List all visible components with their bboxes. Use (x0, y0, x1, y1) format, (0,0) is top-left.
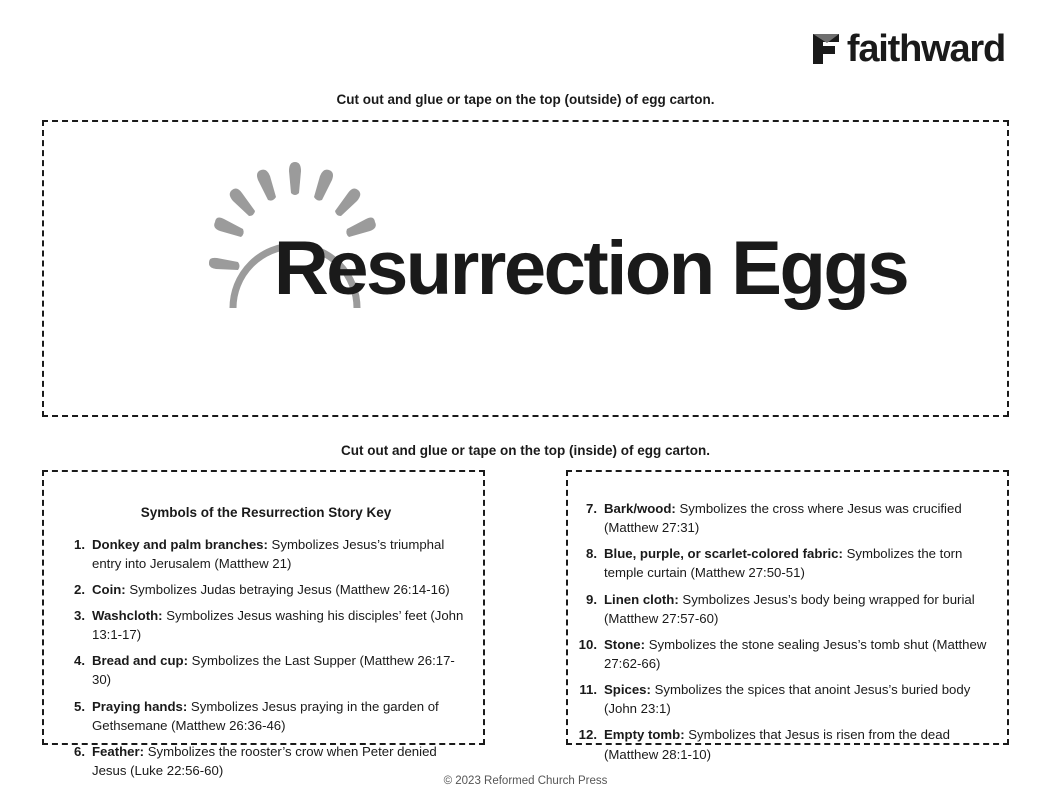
list-item-number: 2. (74, 581, 85, 597)
list-item-text (604, 499, 990, 537)
list-item-number: 7. (586, 501, 597, 516)
list-item-number: 9. (586, 591, 597, 607)
list-item-text (92, 535, 466, 573)
list-item-term: Praying hands: (92, 698, 188, 714)
list-item (578, 680, 990, 718)
list-item-description: Symbolizes the spices that anoint Jesus’s buried body (John 23:1) (604, 682, 971, 717)
list-item-term: Spices: (604, 682, 651, 698)
caption-inside: Cut out and glue or tape on the top (inside) of egg carton. (341, 443, 710, 458)
list-item-number: 1. (74, 536, 85, 552)
list-item-term: Empty tomb: (604, 727, 685, 743)
list-item-description: Symbolizes Jesus’s body being wrapped for burial (Matthew 27:57-60) (604, 591, 975, 626)
list-item-text (92, 651, 466, 689)
list-item-term: Donkey and palm branches: (92, 536, 268, 552)
list-item-text (604, 544, 990, 582)
list-item-number: 3. (74, 607, 85, 623)
list-item-description: Symbolizes the rooster’s crow when Peter denied Jesus (Luke 22:56-60) (92, 743, 437, 778)
list-item-term: Washcloth: (92, 607, 163, 623)
list-item-term: Coin: (92, 581, 126, 597)
list-item-text (92, 580, 466, 599)
page-title: Resurrection Eggs (273, 225, 908, 311)
list-item-term: Blue, purple, or scarlet-colored fabric: (604, 546, 843, 562)
list-item-description: Symbolizes the torn temple curtain (Matthew 27:50-51) (604, 546, 963, 581)
list-item-text (604, 635, 990, 673)
key-list-left (52, 485, 480, 787)
list-item-description: Symbolizes the Last Supper (Matthew 26:17-30) (92, 653, 455, 688)
list-item-text (604, 590, 990, 628)
list-item (66, 697, 466, 735)
list-item-term: Linen cloth: (604, 591, 679, 607)
footer-copyright: © 2023 Reformed Church Press (443, 775, 608, 787)
list-item-description: Symbolizes that Jesus is risen from the dead (Matthew 28:1-10) (604, 727, 950, 762)
list-item-number: 10. (578, 636, 597, 652)
list-item-number: 12. (578, 727, 597, 743)
list-item (66, 580, 466, 599)
key-list-right (566, 485, 1002, 771)
list-item-number: 6. (74, 743, 85, 759)
list-item (66, 606, 466, 644)
key-items-left (66, 535, 466, 781)
list-item (578, 635, 990, 673)
list-item-number: 11. (579, 682, 597, 698)
list-item-description: Symbolizes the stone sealing Jesus’s tomb shut (Matthew 27:62-66) (604, 636, 987, 671)
title-card (42, 120, 1009, 417)
list-item-text (92, 697, 466, 735)
list-item-description: Symbolizes the cross where Jesus was crucified (Matthew 27:31) (604, 501, 962, 536)
list-item-number: 8. (586, 546, 597, 562)
list-spacer (578, 485, 990, 499)
list-item (66, 651, 466, 689)
list-item-term: Stone: (604, 636, 646, 652)
list-item-number: 5. (74, 698, 85, 714)
list-item (578, 590, 990, 628)
list-item-description: Symbolizes Jesus praying in the garden of Gethsemane (Matthew 26:36-46) (92, 698, 439, 733)
key-heading: Symbols of the Resurrection Story Key (140, 505, 392, 520)
list-item-number: 4. (74, 653, 85, 669)
list-item-text (604, 680, 990, 718)
list-item-description: Symbolizes Judas betraying Jesus (Matthew 26:14-16) (125, 581, 450, 597)
caption-outside: Cut out and glue or tape on the top (outside) of egg carton. (336, 92, 715, 107)
list-item-term: Feather: (92, 743, 145, 759)
list-item (66, 535, 466, 573)
list-item-term: Bread and cup: (92, 653, 188, 669)
list-item-description: Symbolizes Jesus washing his disciples’ feet (John 13:1-17) (92, 607, 464, 643)
list-item-term: Bark/wood: (604, 501, 676, 516)
list-item-text (92, 606, 466, 644)
list-item (578, 725, 990, 763)
list-item (578, 499, 990, 537)
faithward-flag-icon (811, 32, 841, 66)
list-item-description: Symbolizes Jesus’s triumphal entry into Jerusalem (Matthew 21) (92, 536, 445, 571)
list-item-text (604, 725, 990, 763)
brand-name: faithward (846, 28, 1005, 70)
key-items-right (578, 499, 990, 764)
list-item (578, 544, 990, 582)
brand-logo (811, 30, 1005, 68)
